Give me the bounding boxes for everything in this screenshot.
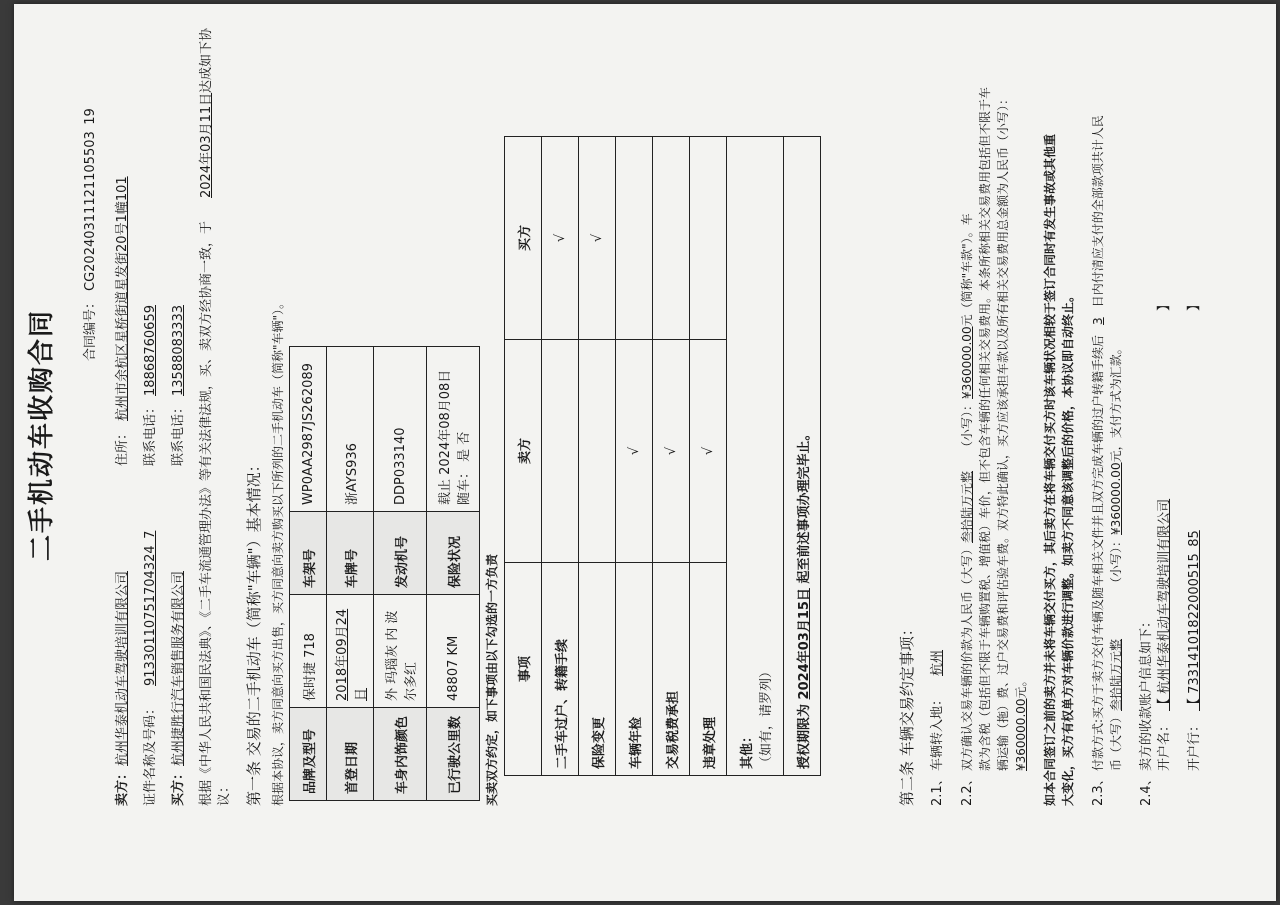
- s2-line3: 辆运输（拖）费、过户交易费和评估验车费。双方特此确认，买方应该承担车款以及所有相关交易费用总金额为人民币（小写）：: [996, 92, 1010, 771]
- seller-check: √: [653, 340, 690, 563]
- item-insurance: 保险变更: [579, 563, 616, 776]
- article1-intro: 根据本协议，卖方同意向买方出售，买方同意向卖方购买以下所列的二手机动车（简称"车辆"）。: [271, 296, 285, 806]
- engine-value: DDP033140: [374, 347, 427, 512]
- deadline-pre: 授权期限为: [796, 703, 812, 769]
- vin-value: WP0AA2987JS262089: [290, 347, 327, 512]
- deadline-cell: [784, 137, 821, 776]
- mileage-value: 48807 KM: [427, 595, 480, 708]
- deadline-date: 2024年03月15日: [796, 588, 812, 700]
- item-violation: 违章处理: [690, 563, 727, 776]
- table-row: [579, 137, 616, 776]
- s3-line1: [1090, 115, 1107, 771]
- s3-text-a: 付款方式:买方于卖方交付车辆及随车相关文件并且双方完成车辆的过户转籍手续后: [1091, 334, 1105, 771]
- s3-days: 3: [1091, 317, 1105, 325]
- account-name-label: 开户名：: [1157, 718, 1172, 771]
- warning-line2: 大变化，买方有权单方对车辆价款进行调整。如卖方不同意该调整后的价格，本协议即自动终止。: [1061, 289, 1075, 806]
- brand-value: 保时捷 718: [290, 595, 327, 708]
- buyer-check: [690, 137, 727, 340]
- other-hint: （如有，请罗列）: [759, 664, 774, 769]
- head-seller: 卖方: [505, 340, 542, 563]
- s4-text: 卖方的收款账户信息如下：: [1139, 614, 1154, 771]
- warning-line1: 如本合同签订之前的卖方并未将车辆交付买方，其后卖方在将车辆交付买方时该车辆状况相较于签订合同时有发生事故或其他重: [1043, 133, 1057, 806]
- plate-label: 车牌号: [327, 512, 374, 595]
- contract-number-label: 合同编号：: [83, 295, 98, 361]
- buyer-phone: 13588083333: [171, 305, 186, 396]
- s2-amount: ¥360000.00: [960, 326, 974, 399]
- s2-total: ¥360000.00: [1014, 698, 1028, 771]
- contract-page: [14, 4, 1276, 901]
- vin-label: 车架号: [290, 512, 327, 595]
- other-cell: [727, 137, 784, 776]
- table-row: [290, 347, 327, 801]
- buyer-check: [616, 137, 653, 340]
- s3-text-d: （小写）：: [1109, 534, 1123, 589]
- article1-heading: 第一条 交易的二手机动车（简称"车辆"）基本情况：: [245, 457, 263, 806]
- s2-amount-cn: 叁拾陆万元整: [960, 470, 974, 543]
- item-tax: 交易税费承担: [653, 563, 690, 776]
- s2-text-c: 元（简称"车款"）。车: [960, 213, 974, 327]
- other-label: 其他：: [740, 729, 755, 769]
- buyer-check: √: [579, 137, 616, 340]
- insurance-docs: 随车： 是 否: [457, 431, 472, 505]
- buyer-check: √: [542, 137, 579, 340]
- table-row: [616, 137, 653, 776]
- s2-text-f: 元。: [1014, 674, 1028, 699]
- preamble-end: 达成如下协: [199, 27, 214, 93]
- seller-check: √: [690, 340, 727, 563]
- seller-check: √: [616, 340, 653, 563]
- seller-phone-label: 联系电话：: [143, 400, 158, 466]
- seller-check: [542, 340, 579, 563]
- head-buyer: 买方: [505, 137, 542, 340]
- s1-text: 车辆转入地：: [930, 692, 945, 771]
- item-transfer: 二手车过户、转籍手续: [542, 563, 579, 776]
- preamble-line2: 议：: [217, 779, 232, 806]
- s2-line2: 款为含税（包括但不限于车辆购置税、增值税）车价，但不包含车辆的任何相关交易费用。本条所称相关交易费用包括但不限于车: [978, 86, 992, 771]
- s2-text-b: （小写）：: [960, 398, 974, 453]
- buyer-label: 买方：: [171, 766, 186, 806]
- contract-number: CG20240311121105503 19: [83, 108, 98, 291]
- seller-id: 91330110751704324 7: [143, 530, 158, 686]
- s3-text-c: 币（大写）: [1109, 710, 1123, 771]
- seller-id-label: 证件名称及号码：: [143, 701, 158, 806]
- seller-address-label: 住所：: [115, 426, 130, 466]
- s4-no: 2.4、: [1139, 772, 1154, 806]
- brand-label: 品牌及型号: [290, 708, 327, 801]
- rotated-document: [14, 16, 1276, 901]
- table-row: [542, 137, 579, 776]
- head-item: 事项: [505, 563, 542, 776]
- preamble-text: 根据《中华人民共和国民法典》、《二手车流通管理办法》等有关法律法规，买、卖双方经协商一致，于: [199, 220, 214, 806]
- table-row: [784, 137, 821, 776]
- contract-title: 二手机动车收购合同: [27, 308, 57, 561]
- s3-text-e: 元，支付方式为汇款。: [1109, 342, 1123, 463]
- agreement-date: 2024年03月11日: [199, 92, 214, 198]
- table-row: [727, 137, 784, 776]
- s2-no: 2.2、: [960, 772, 975, 806]
- insurance-expiry: 载止 2024年08月08日: [438, 369, 453, 505]
- table-row: [505, 137, 542, 776]
- reg-date-label: 首登日期: [327, 708, 374, 801]
- account-name: 【 杭州华泰机动车驾驶培训有限公司: [1157, 498, 1172, 711]
- s3-no: 2.3、: [1091, 772, 1106, 806]
- s1-value: 杭州: [930, 649, 945, 676]
- plate-value: 浙AYS936: [327, 347, 374, 512]
- bank-label: 开户行：: [1187, 718, 1202, 771]
- vehicle-info-table: [289, 346, 480, 801]
- article2-heading: 第二条 车辆交易约定事项：: [898, 621, 916, 806]
- s3-text-b: 日内付清应支付的全部款项共计人民: [1091, 115, 1105, 308]
- s2-line4: [1013, 674, 1030, 771]
- table-row: [427, 347, 480, 801]
- mileage-label: 已行驶公里数: [427, 708, 480, 801]
- buyer-name: 杭州捷胜行汽车销售服务有限公司: [171, 570, 186, 766]
- reg-date-value: 2018年09月24日: [327, 595, 374, 708]
- table-row: [690, 137, 727, 776]
- s2-line1: [959, 213, 976, 771]
- account-name-end: 】: [1157, 297, 1172, 311]
- seller-label: 卖方：: [115, 766, 130, 806]
- bank-account: 【 73314101822000515 85: [1187, 530, 1202, 711]
- table-row: [653, 137, 690, 776]
- color-value: 外 玛瑙灰 内 波尔多红: [374, 595, 427, 708]
- engine-label: 发动机号: [374, 512, 427, 595]
- buyer-phone-label: 联系电话：: [171, 400, 186, 466]
- buyer-check: [653, 137, 690, 340]
- responsibility-intro: 买卖双方约定，如下事项由以下勾选的一方负责: [485, 553, 499, 806]
- color-label: 车身内饰颜色: [374, 708, 427, 801]
- insurance-label: 保险状况: [427, 512, 480, 595]
- table-row: [374, 347, 427, 801]
- s3-line2: [1108, 342, 1125, 771]
- s3-amount-cn: 叁拾陆万元整: [1109, 638, 1123, 711]
- deadline-post: 起至前述事项办理完毕止。: [796, 427, 812, 584]
- seller-name: 杭州华泰机动车驾驶培训有限公司: [115, 570, 130, 766]
- table-row: [327, 347, 374, 801]
- insurance-value: [427, 347, 480, 512]
- bank-end: 】: [1187, 297, 1202, 311]
- item-inspection: 车辆年检: [616, 563, 653, 776]
- responsibility-table: [504, 136, 821, 776]
- s2-text-a: 双方确认交易车辆的价款为人民币（大写）: [960, 542, 974, 771]
- s1-no: 2.1、: [930, 772, 945, 806]
- seller-phone: 18868760659: [143, 305, 158, 396]
- s3-amount: ¥360000.00: [1109, 462, 1123, 535]
- seller-check: [579, 340, 616, 563]
- seller-address: 杭州市余杭区星桥街道星发街20号1幢101: [115, 176, 130, 421]
